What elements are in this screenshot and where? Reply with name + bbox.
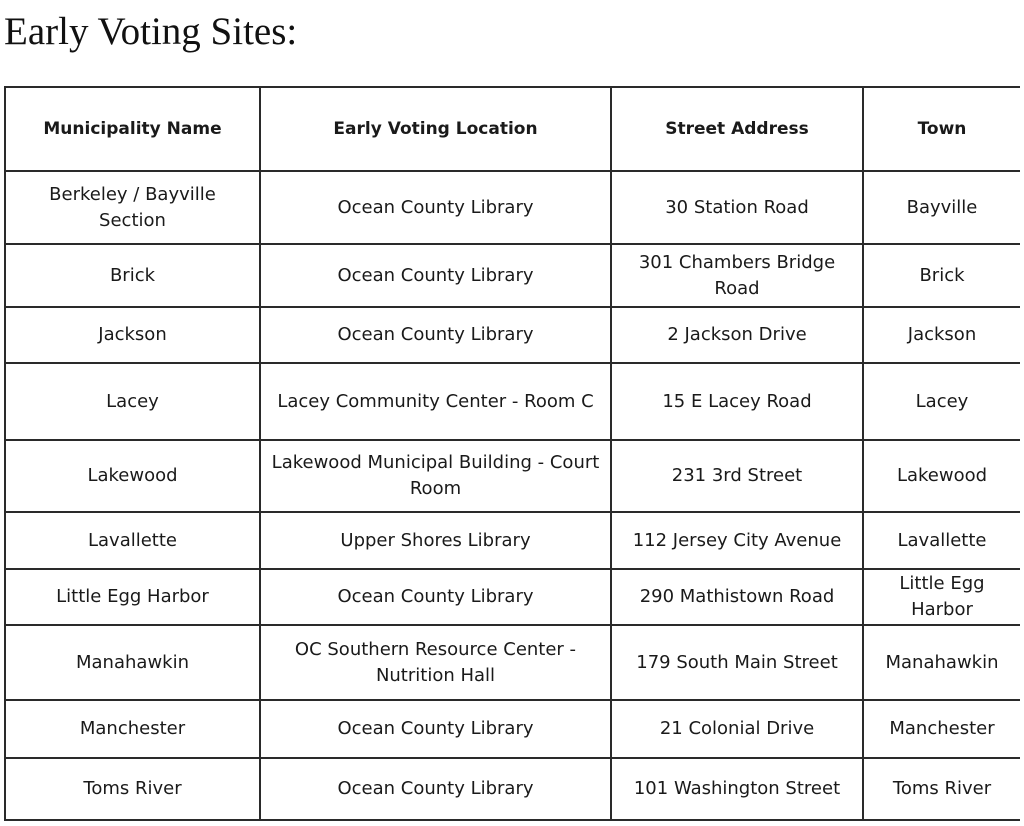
early-voting-table (4, 86, 1020, 821)
cell-address: 112 Jersey City Avenue (611, 512, 863, 569)
cell-municipality: Lacey (5, 363, 260, 440)
cell-municipality: Jackson (5, 307, 260, 363)
cell-municipality: Lakewood (5, 440, 260, 512)
header-municipality-name: Municipality Name (5, 87, 260, 171)
cell-municipality: Manchester (5, 700, 260, 758)
table-row (5, 244, 1020, 307)
cell-town: Toms River (863, 758, 1020, 820)
cell-address: 21 Colonial Drive (611, 700, 863, 758)
table-row (5, 307, 1020, 363)
cell-address: 179 South Main Street (611, 625, 863, 700)
cell-town: Jackson (863, 307, 1020, 363)
cell-address: 101 Washington Street (611, 758, 863, 820)
cell-address: 290 Mathistown Road (611, 569, 863, 625)
cell-municipality: Manahawkin (5, 625, 260, 700)
table-row (5, 171, 1020, 244)
cell-municipality: Lavallette (5, 512, 260, 569)
cell-location: Upper Shores Library (260, 512, 611, 569)
cell-location: Lacey Community Center - Room C (260, 363, 611, 440)
header-street-address: Street Address (611, 87, 863, 171)
table-container (4, 86, 1020, 826)
cell-town: Lavallette (863, 512, 1020, 569)
page-title: Early Voting Sites: (4, 10, 298, 53)
cell-location: Ocean County Library (260, 171, 611, 244)
cell-municipality: Berkeley / Bayville Section (5, 171, 260, 244)
cell-location: Lakewood Municipal Building - Court Room (260, 440, 611, 512)
cell-location: Ocean County Library (260, 758, 611, 820)
cell-town: Lacey (863, 363, 1020, 440)
cell-location: Ocean County Library (260, 307, 611, 363)
table-row (5, 512, 1020, 569)
cell-municipality: Brick (5, 244, 260, 307)
table-header-row (5, 87, 1020, 171)
cell-town: Little Egg Harbor (863, 569, 1020, 625)
cell-municipality: Little Egg Harbor (5, 569, 260, 625)
cell-address: 15 E Lacey Road (611, 363, 863, 440)
table-row (5, 363, 1020, 440)
cell-location: Ocean County Library (260, 700, 611, 758)
cell-municipality: Toms River (5, 758, 260, 820)
table-row (5, 758, 1020, 820)
table-row (5, 440, 1020, 512)
cell-address: 30 Station Road (611, 171, 863, 244)
cell-location: Ocean County Library (260, 244, 611, 307)
table-row (5, 569, 1020, 625)
cell-location: Ocean County Library (260, 569, 611, 625)
cell-address: 301 Chambers Bridge Road (611, 244, 863, 307)
cell-address: 231 3rd Street (611, 440, 863, 512)
cell-town: Bayville (863, 171, 1020, 244)
cell-town: Manahawkin (863, 625, 1020, 700)
table-row (5, 625, 1020, 700)
cell-address: 2 Jackson Drive (611, 307, 863, 363)
cell-town: Manchester (863, 700, 1020, 758)
header-early-voting-location: Early Voting Location (260, 87, 611, 171)
cell-town: Brick (863, 244, 1020, 307)
header-town: Town (863, 87, 1020, 171)
table-row (5, 700, 1020, 758)
cell-location: OC Southern Resource Center - Nutrition Hall (260, 625, 611, 700)
cell-town: Lakewood (863, 440, 1020, 512)
